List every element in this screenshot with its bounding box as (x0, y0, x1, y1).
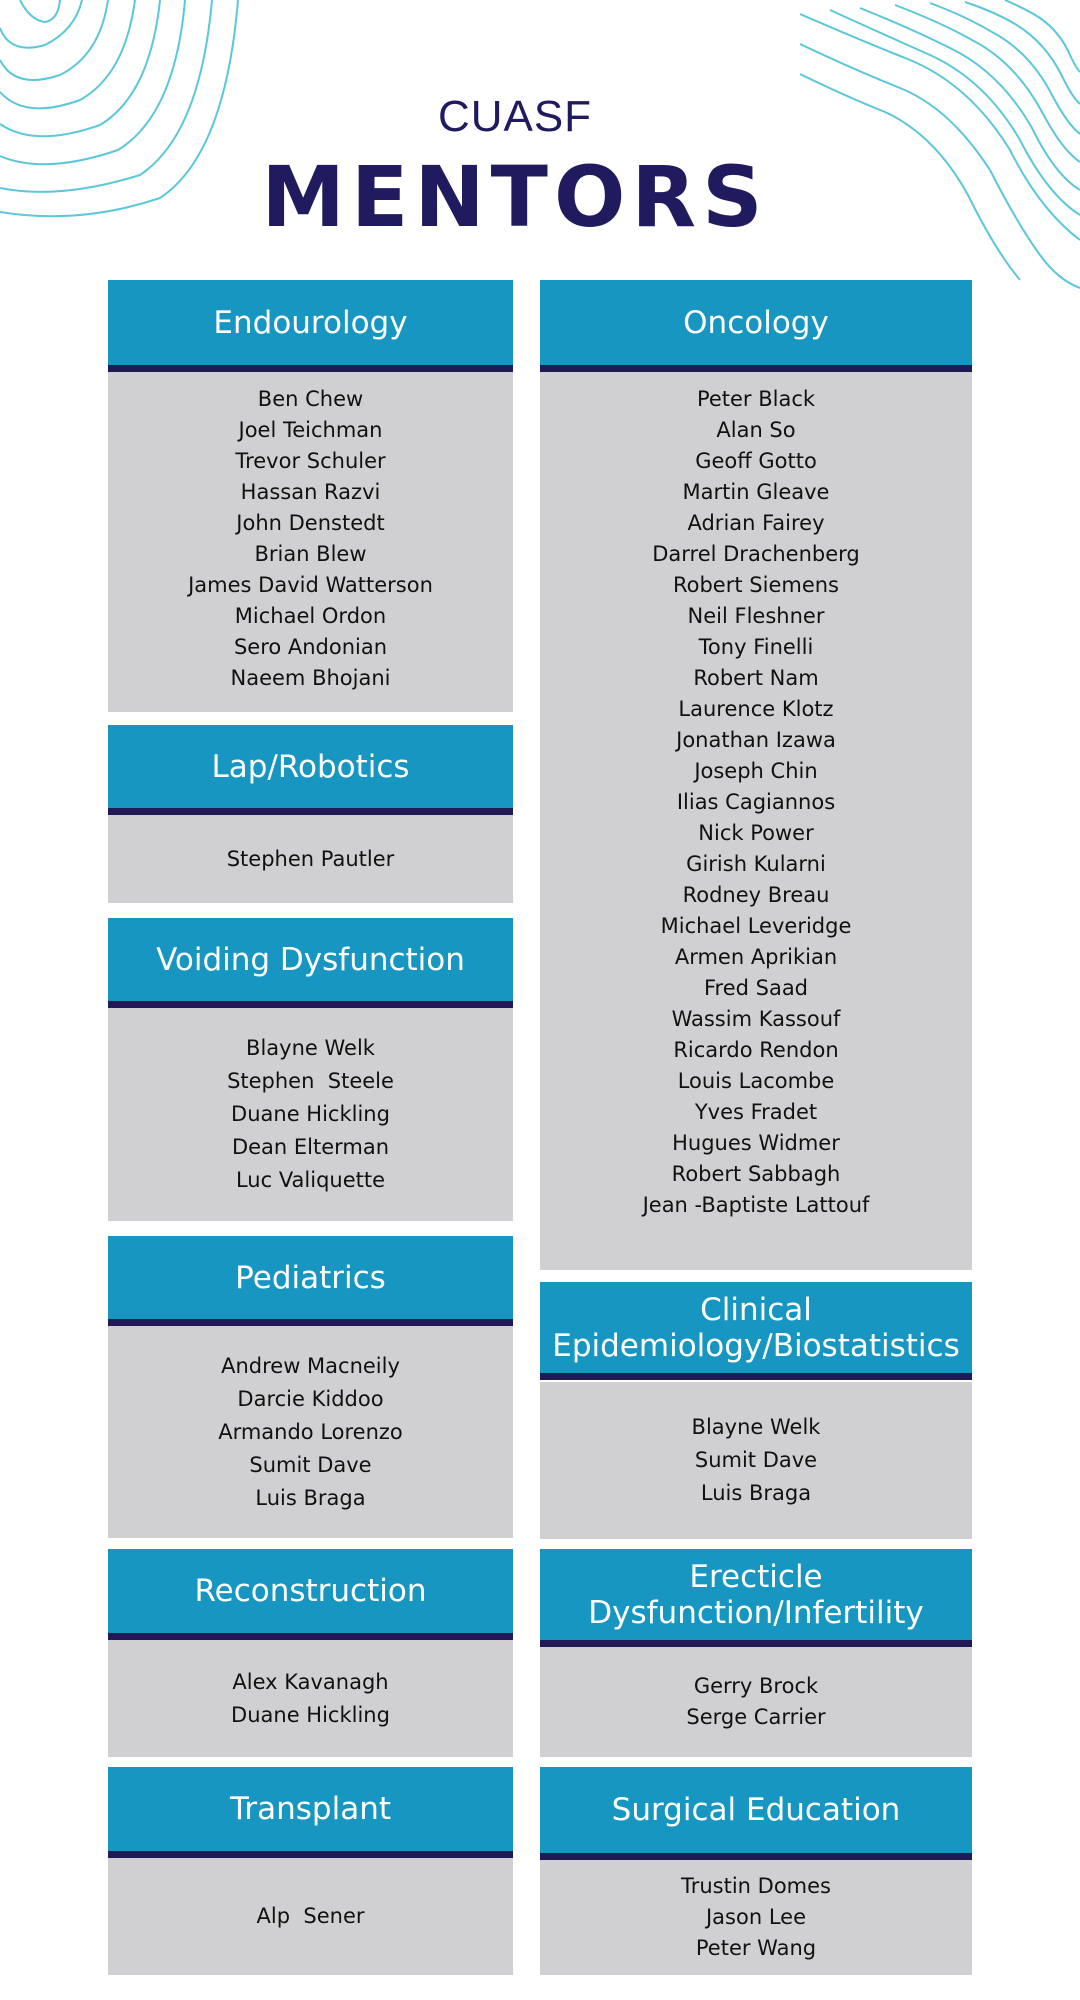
mentor-name: Hassan Razvi (240, 480, 381, 504)
mentor-name: Serge Carrier (686, 1705, 826, 1729)
page-title: MENTORS (261, 148, 769, 246)
section-title-line-2: Epidemiology/Biostatistics (552, 1327, 960, 1364)
mentor-list (540, 1647, 972, 1757)
mentor-name: Darcie Kiddoo (237, 1386, 384, 1411)
section-title: Lap/Robotics (211, 748, 410, 785)
mentor-name: Robert Nam (693, 666, 819, 690)
section-title-line-1: Erecticle (689, 1558, 823, 1595)
mentor-name: Ben Chew (257, 387, 364, 411)
mentor-name: Duane Hickling (231, 1702, 390, 1727)
mentor-name: Girish Kularni (686, 852, 826, 876)
mentor-name: Robert Siemens (672, 573, 839, 597)
section-title-line-1: Clinical (700, 1291, 812, 1328)
section-header (108, 918, 513, 1008)
section-title: Reconstruction (194, 1573, 427, 1609)
mentor-name: Luis Braga (255, 1485, 366, 1510)
mentor-name: Luc Valiquette (235, 1168, 386, 1192)
section-lap-robotics (108, 725, 513, 903)
mentor-name: Peter Wang (695, 1936, 817, 1960)
section-title: Surgical Education (611, 1792, 901, 1828)
mentor-name: Ricardo Rendon (673, 1038, 839, 1062)
mentor-name: Gerry Brock (693, 1674, 819, 1698)
mentor-name: Stephen Steele (227, 1069, 394, 1093)
mentor-name: Alex Kavanagh (232, 1669, 389, 1694)
section-voiding-dysfunction (108, 918, 513, 1221)
section-title: Transplant (229, 1791, 391, 1827)
mentor-list (108, 1858, 513, 1975)
mentor-name: Tony Finelli (698, 635, 814, 659)
mentor-name: Blayne Welk (691, 1415, 821, 1439)
section-header (540, 1767, 972, 1860)
mentor-name: Alp Sener (256, 1904, 365, 1928)
mentor-name: Alan So (716, 418, 796, 442)
mentor-list (108, 1008, 513, 1221)
section-transplant (108, 1767, 513, 1975)
section-header (108, 725, 513, 815)
mentor-name: Michael Ordon (234, 604, 387, 628)
mentor-name: Louis Lacombe (677, 1069, 835, 1093)
section-pediatrics (108, 1236, 513, 1538)
section-title-line-2: Dysfunction/Infertility (588, 1594, 924, 1631)
mentor-name: John Denstedt (236, 511, 385, 535)
section-header (540, 280, 972, 372)
mentor-name: Wassim Kassouf (671, 1007, 841, 1031)
section-title: Endourology (213, 304, 408, 341)
section-header (108, 1236, 513, 1326)
mentor-name: Darrel Drachenberg (652, 542, 860, 566)
mentor-name: Brian Blew (254, 542, 367, 566)
mentor-name: Jonathan Izawa (676, 728, 836, 752)
mentor-name: Trustin Domes (680, 1874, 831, 1898)
section-clinical-epidemiology (540, 1282, 972, 1539)
mentor-name: Blayne Welk (246, 1036, 375, 1060)
mentor-list (540, 372, 972, 1270)
mentor-name: Nick Power (698, 821, 814, 845)
mentor-name: James David Watterson (188, 573, 433, 597)
section-header (540, 1282, 972, 1380)
mentor-name: Fred Saad (703, 976, 809, 1000)
section-title: Voiding Dysfunction (156, 941, 465, 978)
mentor-name: Geoff Gotto (695, 449, 817, 473)
section-title: Oncology (683, 304, 829, 341)
mentor-name: Joel Teichman (238, 418, 383, 442)
mentor-name: Duane Hickling (231, 1102, 390, 1126)
mentor-name: Yves Fradet (694, 1100, 818, 1124)
section-title: Pediatrics (235, 1259, 386, 1296)
section-erectile-dysfunction (540, 1549, 972, 1757)
mentor-list (108, 1640, 513, 1757)
section-header (108, 280, 513, 372)
mentor-name: Armen Aprikian (674, 945, 838, 969)
mentor-name: Ilias Cagiannos (676, 790, 836, 814)
mentor-name: Armando Lorenzo (218, 1419, 403, 1444)
mentor-name: Sero Andonian (233, 635, 388, 659)
mentor-name: Luis Braga (700, 1481, 812, 1505)
mentor-name: Michael Leveridge (660, 914, 852, 938)
mentor-name: Jean -Baptiste Lattouf (642, 1193, 870, 1217)
mentor-list (108, 815, 513, 903)
mentor-list (108, 372, 513, 712)
mentor-name: Hugues Widmer (672, 1131, 840, 1155)
mentor-name: Jason Lee (705, 1905, 806, 1929)
mentor-list (108, 1326, 513, 1538)
mentor-name: Joseph Chin (694, 759, 818, 783)
mentor-name: Stephen Pautler (226, 846, 395, 871)
mentor-name: Rodney Breau (682, 883, 830, 907)
mentor-name: Laurence Klotz (678, 697, 834, 721)
section-surgical-education (540, 1767, 972, 1975)
section-oncology (540, 280, 972, 1270)
mentor-list (540, 1860, 972, 1975)
section-endourology (108, 280, 513, 712)
mentor-name: Adrian Fairey (687, 511, 825, 535)
section-header (108, 1549, 513, 1640)
mentor-name: Dean Elterman (231, 1135, 390, 1159)
mentor-name: Naeem Bhojani (230, 666, 391, 690)
mentor-name: Trevor Schuler (235, 449, 386, 473)
mentor-name: Peter Black (696, 387, 816, 411)
mentor-name: Robert Sabbagh (671, 1162, 841, 1186)
mentor-list (540, 1382, 972, 1539)
section-reconstruction (108, 1549, 513, 1757)
mentor-name: Neil Fleshner (687, 604, 825, 628)
mentor-name: Martin Gleave (682, 480, 830, 504)
section-header (540, 1549, 972, 1647)
mentor-name: Sumit Dave (249, 1452, 372, 1477)
mentor-name: Sumit Dave (694, 1448, 818, 1472)
section-header (108, 1767, 513, 1858)
mentor-name: Andrew Macneily (221, 1353, 400, 1378)
page-kicker: CUASF (437, 92, 593, 141)
